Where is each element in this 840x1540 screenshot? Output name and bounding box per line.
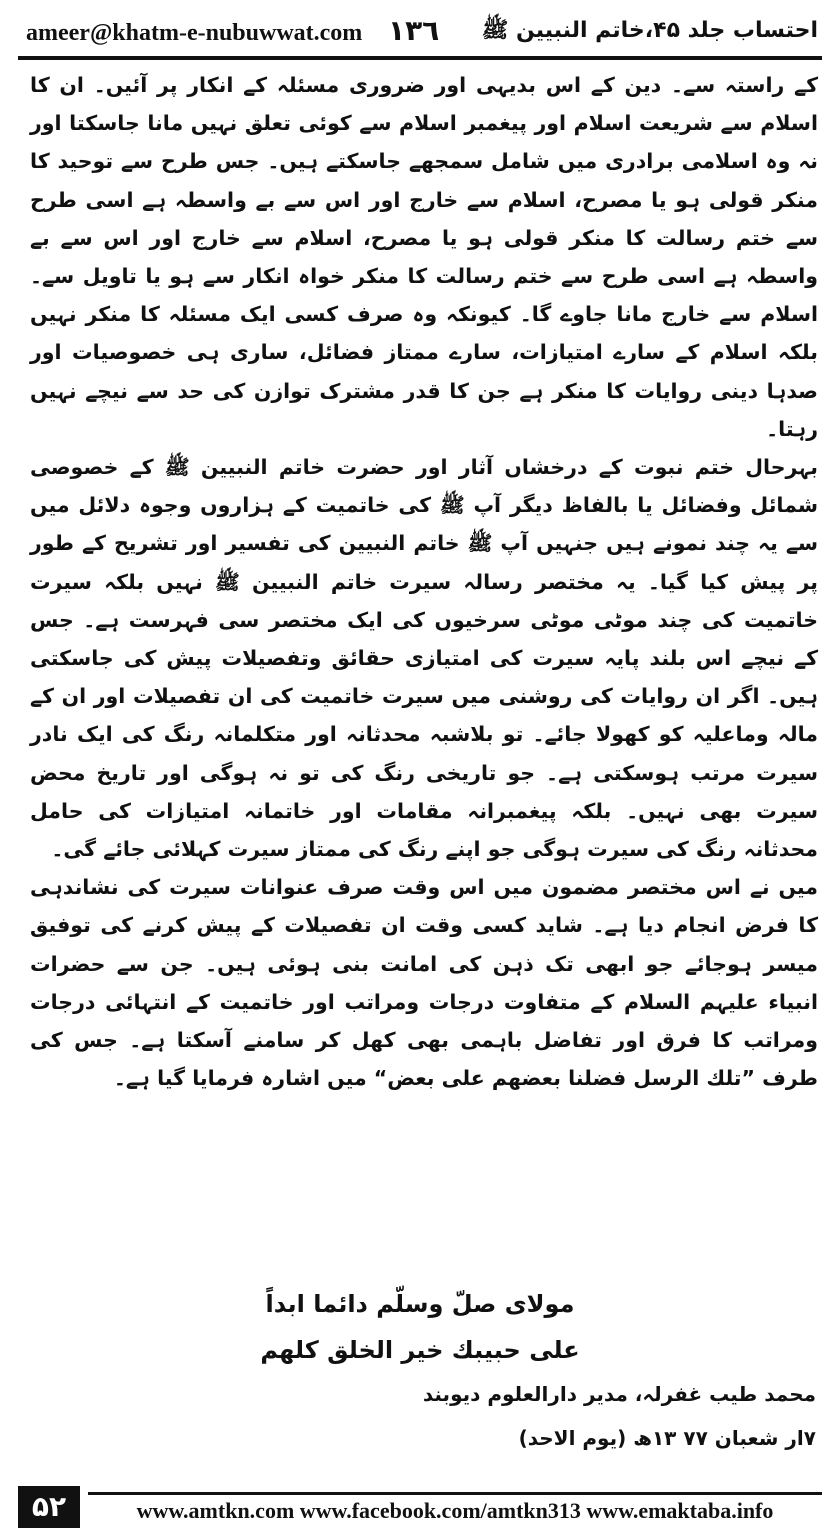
paragraph: بہرحال ختم نبوت کے درخشاں آثار اور حضرت خاتم النبیین ﷺ کے خصوصی شمائل وفضائل یا بالفاظ دیگر آپ ﷺ کی خاتمیت کے ہزاروں وجوہ دلائل میں سے یہ چند نمونے ہیں جنہیں آپ ﷺ خاتم النبیین کی تفسیر اور تشریح کے طور پر پیش کیا گیا۔ یہ مختصر رسالہ سیرت خاتم النبیین ﷺ نہیں بلکہ سیرت خاتمیت کی چند موٹی موٹی سرخیوں کی ایک مختصر سی فہرست ہے۔ جس کے نیچے اس بلند پایہ سیرت کی امتیازی حقائق وتفصیلات پیش کی جاسکتی ہیں۔ اگر ان روایات کی روشنی میں سیرت خاتمیت کی ان تفصیلات اور ان کے مالہ وماعلیہ کو کھولا جائے۔ تو بلاشبہ محدثانہ اور متکلمانہ رنگ کی ایک نادر سیرت مرتب ہوسکتی ہے۔ جو تاریخی رنگ کی تو نہ ہوگی اور تاریخ محض سیرت بھی نہیں۔ بلکہ پیغمبرانہ مقامات اور خاتمانہ امتیازات کی حامل محدثانہ رنگ کی سیرت ہوگی جو اپنے رنگ کی ممتاز سیرت کہلائی جائے گی۔ bbox=[30, 455, 818, 862]
header-page-number: ١٣٦ bbox=[388, 14, 440, 47]
paragraph: میں نے اس مختصر مضمون میں اس وقت صرف عنوانات سیرت کی نشاندہی کا فرض انجام دیا ہے۔ شاید کسی وقت ان تفصیلات کے پیش کرنے کی توفیق میسر ہوجائے جو ابھی تک ذہن کی امانت بنی ہوئی ہیں۔ جن سے حضرات انبیاء علیہم السلام کے متفاوت درجات ومراتب اور خاتمیت کے انتہائی درجات ومراتب کا فرق اور تفاضل باہمی بھی کھل کر سامنے آسکتا ہے۔ جس کی طرف ”تلك الرسل فضلنا بعضهم على بعض“ میں اشارہ فرمایا گیا ہے۔ bbox=[30, 875, 818, 1091]
page-footer bbox=[18, 1486, 822, 1530]
footer-links[interactable]: www.amtkn.com www.facebook.com/amtkn313 www.emaktaba.info bbox=[136, 1498, 774, 1523]
verse-line-2: علی حبيبك خير الخلق كلهم bbox=[260, 1336, 580, 1364]
header-email: ameer@khatm-e-nubuwwat.com bbox=[26, 20, 363, 46]
signature-name: محمد طیب غفرلہ، مدیر دارالعلوم دیوبند bbox=[422, 1382, 816, 1406]
footer-rule bbox=[88, 1492, 822, 1495]
signature-date: ۷ار شعبان ۷۷ ۱۳ھ (یوم الاحد) bbox=[518, 1426, 816, 1450]
header-title: احتساب جلد ۴۵،خاتم النبیین ﷺ bbox=[481, 18, 818, 43]
footer-page-number: ۵۲ bbox=[18, 1486, 80, 1528]
page-header bbox=[14, 12, 826, 52]
verse-line-1: مولای صلّ وسلّم دائما ابداً bbox=[265, 1290, 575, 1318]
header-rule bbox=[18, 56, 822, 60]
paragraph: کے راستہ سے۔ دین کے اس بدیہی اور ضروری مسئلہ کے انکار پر آئیں۔ ان کا اسلام سے شریعت اسلام اور پیغمبر اسلام سے کوئی تعلق نہیں مانا جاسکتا اور نہ وہ اسلامی برادری میں شامل سمجھے جاسکتے ہیں۔ جس طرح سے توحید کا منکر قولی ہو یا مصرح، اسلام سے خارج اور اس سے بے واسطہ ہے اسی طرح سے ختم رسالت کا منکر قولی ہو یا مصرح، اسلام سے خارج اور اس سے بے واسطہ ہے اسی طرح سے ختم رسالت کا منکر خواہ انکار سے ہو یا تاویل سے۔ اسلام سے خارج مانا جاوے گا۔ کیونکہ وہ صرف کسی ایک مسئلہ کا منکر نہیں بلکہ اسلام کے سارے امتیازات، سارے ممتاز فضائل، ساری ہی خصوصیات اور صدہا دینی روایات کا منکر ہے جن کا قدر مشترک توازن کی حد سے نیچے نہیں رہتا۔ bbox=[30, 73, 818, 441]
body-text bbox=[30, 66, 818, 1097]
